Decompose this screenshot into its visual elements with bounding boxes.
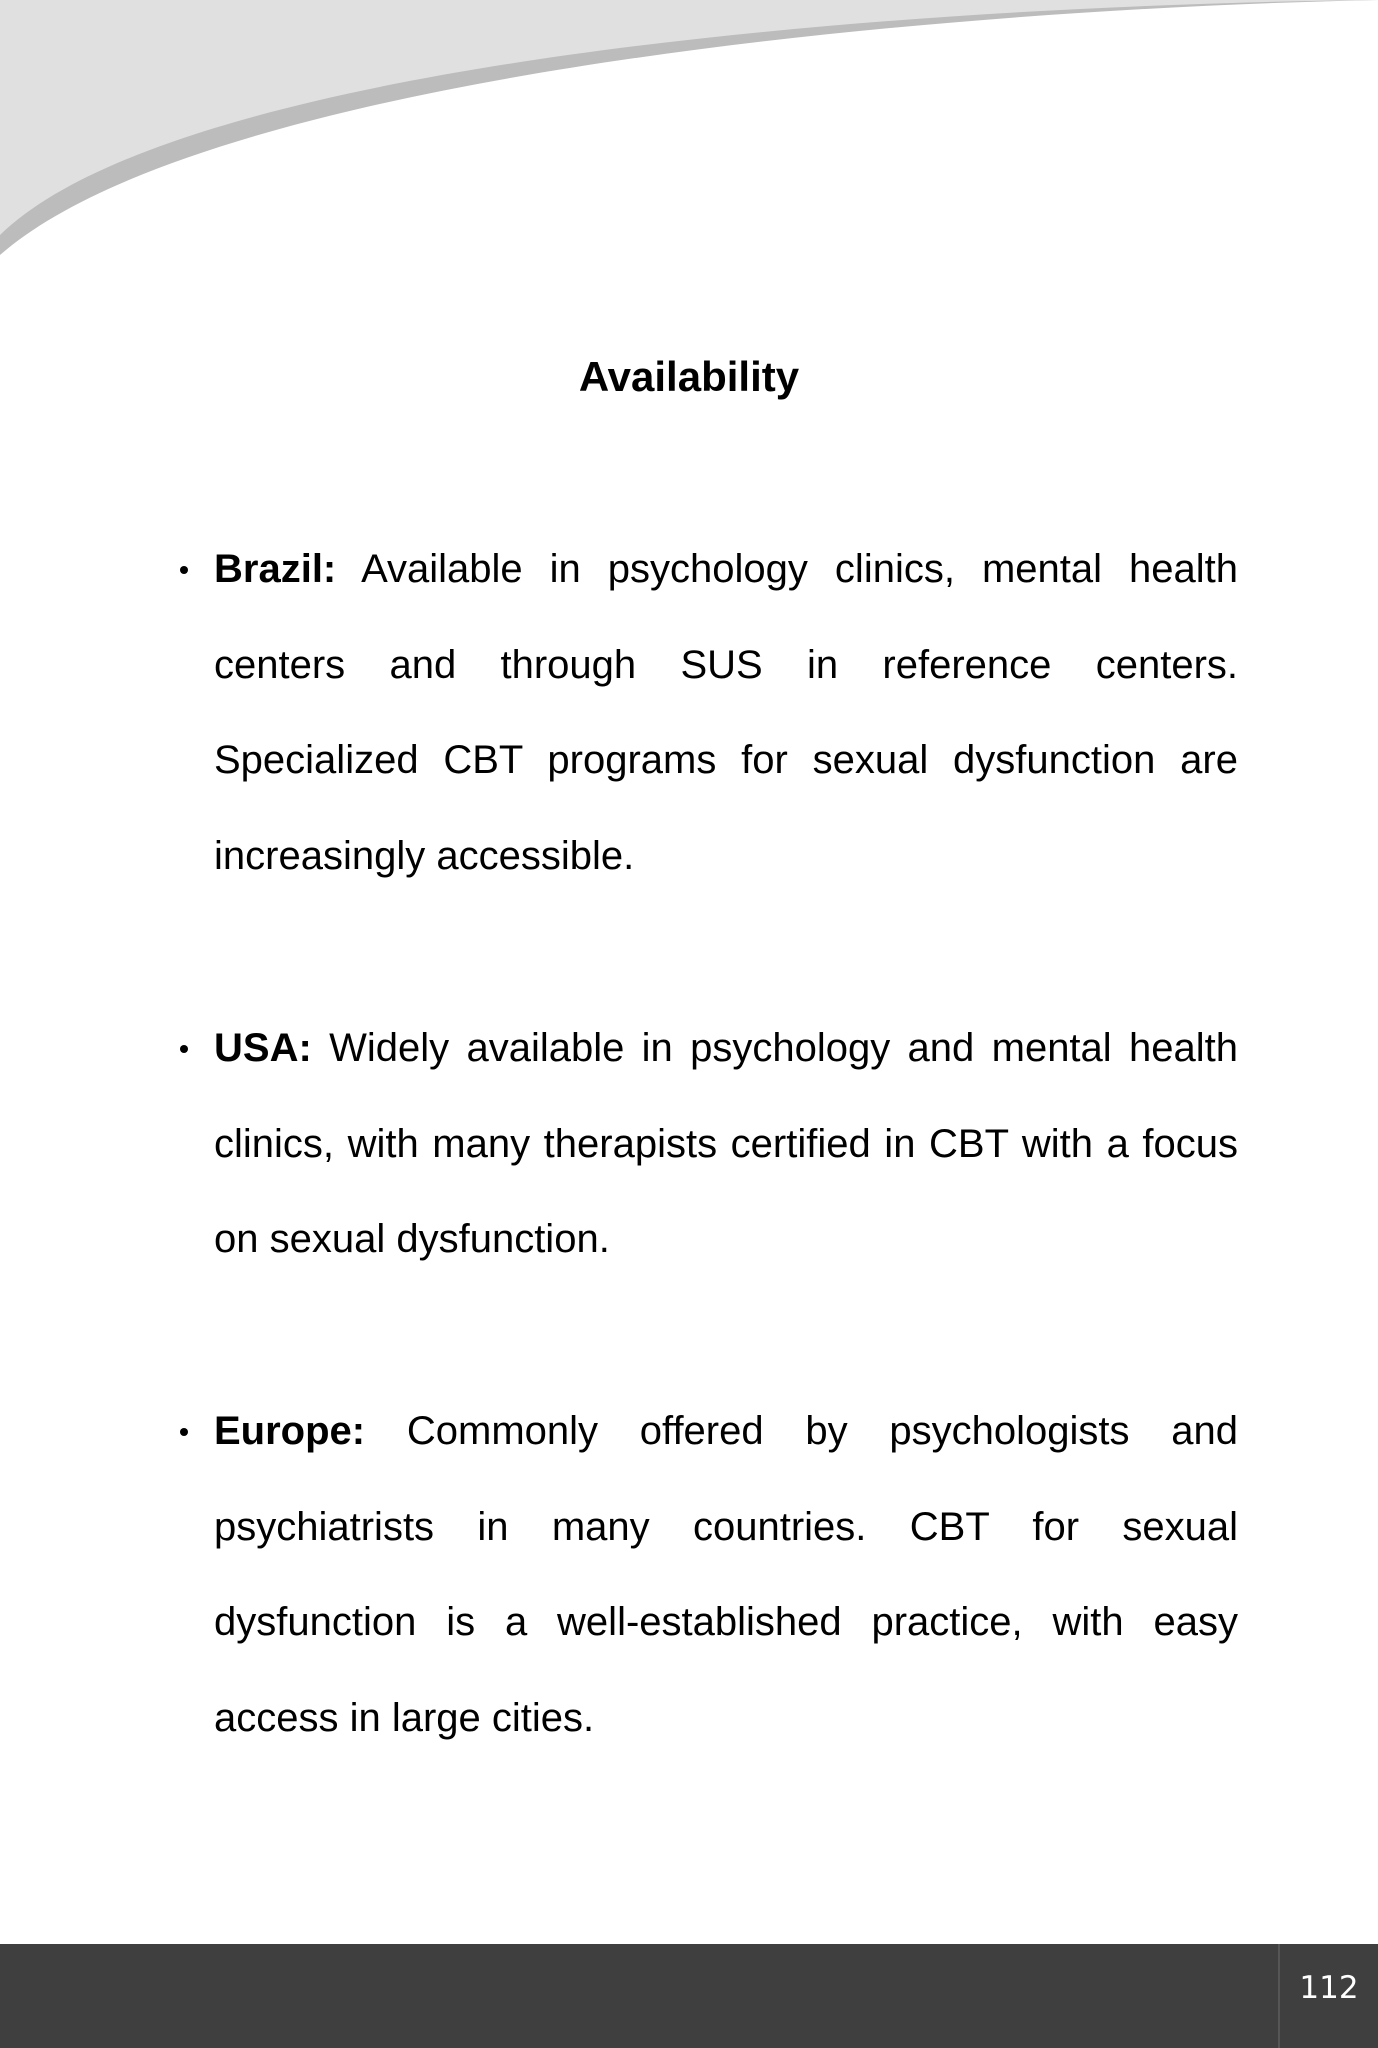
page-title: Availability (578, 353, 800, 400)
item-text-brazil: Available in psychology clinics, mental health centers and through SUS in reference centers. Specialized CBT programs for sexual dysfunction are increasingly accessible. (214, 547, 1239, 878)
header-swoosh-decoration (0, 0, 1378, 300)
item-text-usa: Widely available in psychology and mental health clinics, with many therapists certified in CBT with a focus on sexual dysfunction. (214, 1026, 1238, 1261)
list-item-brazil (214, 522, 1238, 904)
item-text-europe: Commonly offered by psychologists and psychiatrists in many countries. CBT for sexual dysfunction is a well-established practice, with easy access in large cities. (214, 1409, 1238, 1740)
footer-bar (0, 1944, 1378, 2048)
swoosh-fill (0, 0, 1378, 235)
page-number: 112 (1299, 1970, 1359, 2006)
list-item-europe (214, 1384, 1238, 1766)
region-label-brazil: Brazil: (214, 547, 337, 591)
page-number-box (1278, 1944, 1378, 2048)
region-label-europe: Europe: (214, 1409, 366, 1453)
list-item-usa (214, 1001, 1238, 1288)
region-label-usa: USA: (214, 1026, 312, 1070)
